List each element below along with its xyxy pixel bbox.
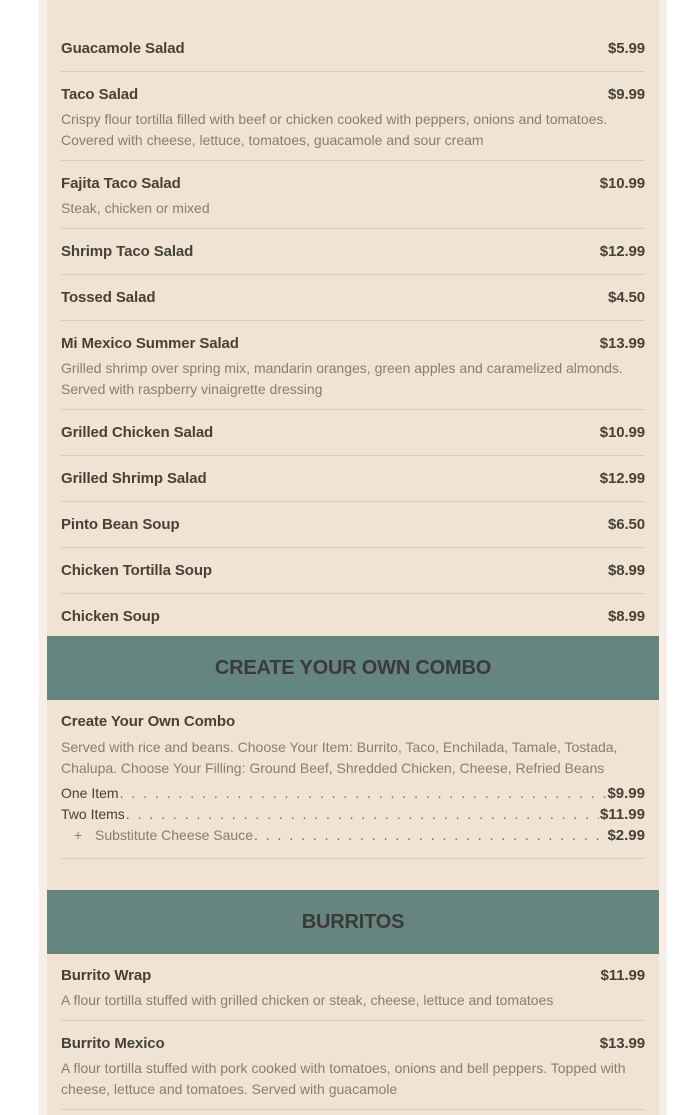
item-price: $5.99 (607, 40, 645, 57)
menu-item (61, 72, 645, 161)
item-price: $9.99 (607, 86, 645, 103)
menu-item (61, 321, 645, 410)
menu-item (61, 594, 645, 640)
item-name: Create Your Own Combo (61, 713, 236, 730)
item-name: Shrimp Taco Salad (61, 243, 194, 260)
item-price: $13.99 (599, 335, 645, 352)
item-price: $10.99 (599, 424, 645, 441)
option-label: Two Items (61, 806, 125, 822)
item-name: Burrito Wrap (61, 967, 152, 984)
item-price: $6.50 (607, 516, 645, 533)
item-name: Taco Salad (61, 86, 139, 103)
item-description: Grilled shrimp over spring mix, mandarin oranges, green apples and caramelized almonds. Served with raspberry vinaigrette dressing (61, 360, 623, 397)
item-price: $10.99 (599, 175, 645, 192)
leader-dots (254, 827, 606, 843)
leader-dots (126, 806, 599, 822)
menu-item (61, 410, 645, 456)
menu-item (61, 713, 645, 859)
item-name: Burrito Mexico (61, 1035, 165, 1052)
item-price: $4.50 (607, 289, 645, 306)
item-price: $11.99 (600, 967, 645, 984)
item-description: A flour tortilla stuffed with pork cooked with tomatoes, onions and bell peppers. Topped with cheese, lettuce and tomatoes. Served with guacamole (61, 1060, 626, 1097)
item-price: $8.99 (607, 608, 645, 625)
item-price: $12.99 (599, 470, 645, 487)
menu-page (39, 0, 667, 1115)
menu-item (61, 275, 645, 321)
item-price: $12.99 (599, 243, 645, 260)
addon-row (61, 827, 645, 848)
combo-list (61, 713, 645, 859)
option-row (61, 785, 645, 806)
option-label: One Item (61, 785, 119, 801)
menu-item (61, 967, 645, 1021)
section-title: BURRITOS (301, 910, 405, 933)
item-name: Guacamole Salad (61, 40, 185, 57)
menu-item (61, 548, 645, 594)
menu-item (61, 161, 645, 229)
menu-item (61, 502, 645, 548)
menu-item (61, 40, 645, 72)
item-description: A flour tortilla stuffed with grilled chicken or steak, cheese, lettuce and tomatoes (61, 992, 554, 1008)
item-name: Chicken Soup (61, 608, 160, 625)
item-description: Steak, chicken or mixed (61, 200, 210, 216)
section-header-burritos (47, 890, 659, 954)
item-description: Crispy flour tortilla filled with beef or chicken cooked with peppers, onions and tomatoes. Covered with cheese, lettuce, tomatoes, guacamole and sour cream (61, 111, 608, 148)
addon-price: $2.99 (607, 827, 645, 844)
salads-soups-list (61, 40, 645, 640)
option-row (61, 806, 645, 827)
item-price: $8.99 (607, 562, 645, 579)
section-header-combo (47, 636, 659, 700)
menu-item (61, 456, 645, 502)
item-name: Mi Mexico Summer Salad (61, 335, 239, 352)
item-description: Served with rice and beans. Choose Your Item: Burrito, Taco, Enchilada, Tamale, Tostada, Chalupa. Choose Your Filling: Ground Beef, Shredded Chicken, Cheese, Refried Beans (61, 739, 618, 776)
burritos-list (61, 967, 645, 1110)
menu-item (61, 229, 645, 275)
leader-dots (120, 785, 607, 801)
addon-label: Substitute Cheese Sauce (95, 827, 253, 843)
option-price: $11.99 (599, 806, 645, 823)
combo-options (61, 785, 645, 848)
item-name: Chicken Tortilla Soup (61, 562, 212, 579)
item-name: Tossed Salad (61, 289, 156, 306)
plus-icon: + (74, 827, 83, 843)
item-name: Fajita Taco Salad (61, 175, 181, 192)
menu-item (61, 1021, 645, 1110)
item-name: Grilled Chicken Salad (61, 424, 214, 441)
item-name: Pinto Bean Soup (61, 516, 180, 533)
section-title: CREATE YOUR OWN COMBO (214, 656, 492, 679)
item-price: $13.99 (599, 1035, 645, 1052)
item-name: Grilled Shrimp Salad (61, 470, 207, 487)
option-price: $9.99 (607, 785, 645, 802)
